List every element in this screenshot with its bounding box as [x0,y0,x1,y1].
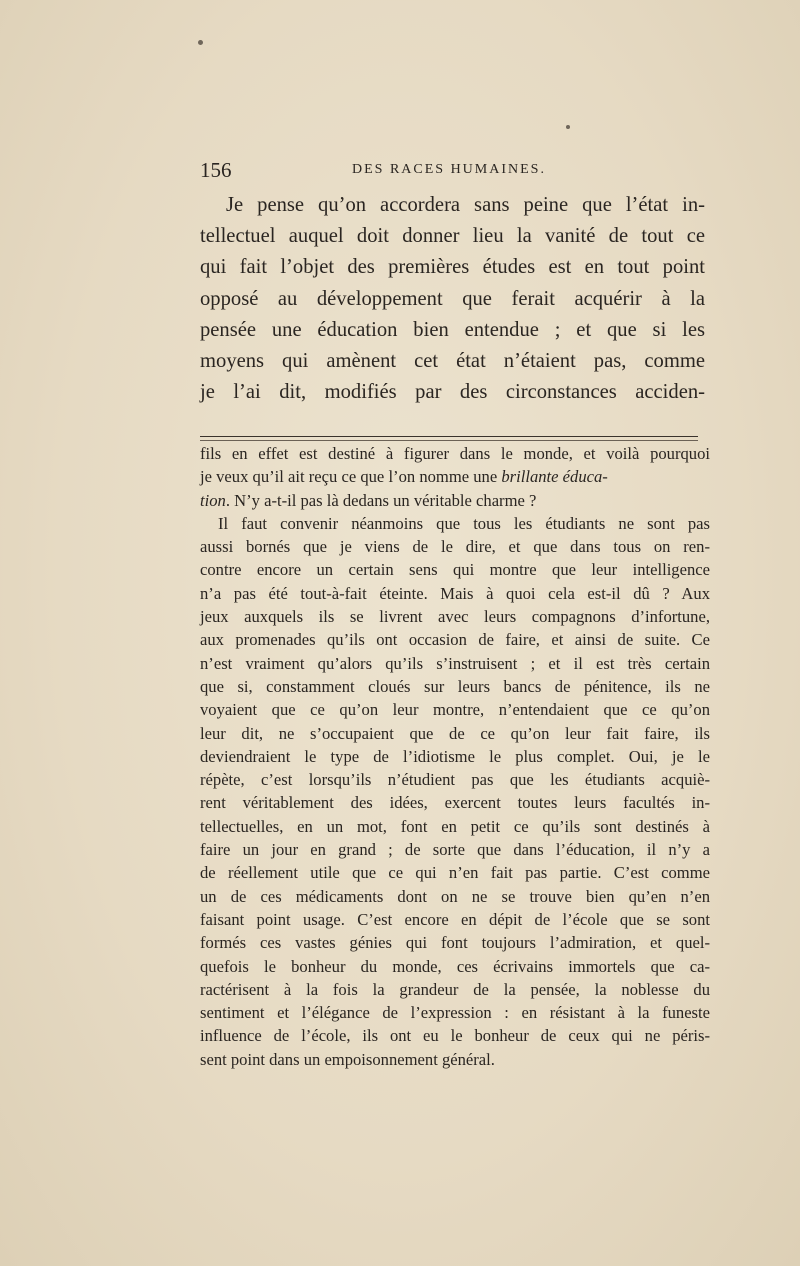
footnote-separator [200,436,698,437]
footnote-text [200,442,710,1071]
footnote-italic-run: brillante éduca- [501,467,608,487]
footnote-italic-run: tion [200,490,226,510]
footnote-line: faire un jour en grand ; de sorte que dans l’éducation, il n’y a [200,840,710,860]
main-line: opposé au développement que ferait acquérir à la [200,287,705,310]
page-header [200,158,710,184]
footnote-line: deviendraient le type de l’idiotisme le plus complet. Oui, je le [200,746,710,766]
footnote-text-run: . N’y a-t-il pas là dedans un véritable charme ? [225,490,537,510]
footnote-line: ractérisent à la fois la grandeur de la pensée, la noblesse du [200,979,710,999]
footnote-line: sent point dans un empoisonnement général. [200,1049,495,1069]
footnote-line: contre encore un certain sens qui montre que leur intelligence [200,560,710,580]
footnote-line: que si, constamment cloués sur leurs bancs de pénitence, ils ne [200,676,710,696]
footnote-line: influence de l’école, ils ont eu le bonheur de ceux qui ne péris- [200,1026,710,1046]
footnote-line: sentiment et l’élégance de l’expression : en résistant à la funeste [200,1003,710,1023]
main-line: qui fait l’objet des premières études est en tout point [200,256,705,279]
page-number: 156 [200,158,232,182]
footnote-line: formés ces vastes génies qui font toujours l’admiration, et quel- [200,933,710,953]
main-line: Je pense qu’on accordera sans peine que l’état in- [226,194,705,216]
footnote-line: quefois le bonheur du monde, ces écrivains immortels que ca- [200,956,710,976]
footnote-line: tellectuelles, en un mot, font en petit ce qu’ils sont destinés à [200,816,710,836]
footnote-separator-thin [200,440,698,441]
footnote-line: n’a pas été tout-à-fait éteinte. Mais à quoi cela est-il dû ? Aux [200,583,710,603]
footnote-line: rent véritablement des idées, exercent toutes leurs facultés in- [200,793,710,813]
footnote-line: faisant point usage. C’est encore en dépit de l’école que se sont [200,909,710,929]
footnote-line: jeux auxquels ils se livrent avec leurs compagnons d’infortune, [200,607,710,627]
footnote-text-run: je veux qu’il ait reçu ce que l’on nomme une [200,467,502,487]
running-title: DES RACES HUMAINES. [352,162,546,177]
footnote-line: aux promenades qu’ils ont occasion de faire, et ainsi de suite. Ce [200,630,710,650]
main-line: pensée une éducation bien entendue ; et que si les [200,318,705,341]
footnote-line: n’est vraiment qu’alors qu’ils s’instruisent ; et il est très certain [200,653,710,673]
footnote-line: répète, c’est lorsqu’ils n’étudient pas que les étudiants acquiè- [200,770,710,790]
footnote-line: fils en effet est destiné à figurer dans le monde, et voilà pourquoi [200,444,710,463]
ink-speck [566,125,570,129]
footnote-line: un de ces médicaments dont on ne se trouve bien qu’en n’en [200,886,710,906]
ink-speck [198,40,203,45]
footnote-line: de réellement utile que ce qui n’en fait pas partie. C’est comme [200,863,710,883]
main-line: moyens qui amènent cet état n’étaient pas, comme [200,350,705,373]
footnote-line: aussi bornés que je viens de le dire, et que dans tous on ren- [200,537,710,557]
main-line: tellectuel auquel doit donner lieu la vanité de tout ce [200,225,705,248]
main-paragraph [200,190,705,408]
footnote-line [200,465,710,488]
footnote-line [200,489,710,512]
footnote-line: voyaient que ce qu’on leur montre, n’entendaient que ce qu’on [200,700,710,720]
main-line: je l’ai dit, modifiés par des circonstances acciden- [200,381,705,404]
footnote-line: leur dit, ne s’occupaient que de ce qu’on leur fait faire, ils [200,723,710,743]
footnote-line: Il faut convenir néanmoins que tous les étudiants ne sont pas [218,513,710,533]
